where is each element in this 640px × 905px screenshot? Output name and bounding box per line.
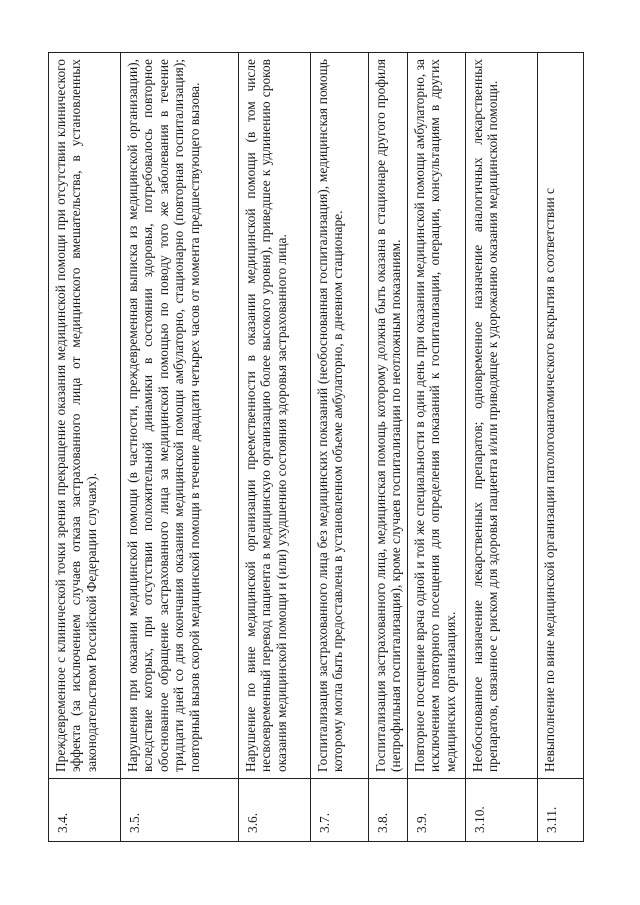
table-row <box>239 53 311 842</box>
violations-table <box>48 52 584 842</box>
table-row <box>465 53 537 842</box>
item-number: 3.6. <box>239 779 311 842</box>
table-row <box>369 53 408 842</box>
item-description: Повторное посещение врача одной и той же специальности в один день при оказании медицинской помощи амбулаторно, за исключением повторного посещения для определения показаний к госпитализации, операции, консультациям в других медицинских организациях. <box>407 53 465 779</box>
table-row <box>537 53 583 842</box>
item-number: 3.10. <box>465 779 537 842</box>
item-description: Невыполнение по вине медицинской организации патологоанатомического вскрытия в соответствии с <box>537 53 583 779</box>
item-number: 3.5. <box>121 779 239 842</box>
table-row <box>407 53 465 842</box>
item-description: Нарушение по вине медицинской организации преемственности в оказании медицинской помощи (в том числе несвоевременный перевод пациента в медицинскую организацию более высокого уровня), приведшее к удлинению сроков оказания медицинской помощи и (или) ухудшению состояния здоровья застрахованного лица. <box>239 53 311 779</box>
item-description: Нарушения при оказании медицинской помощи (в частности, преждевременная выписка из медицинской организации), вследствие которых, при отсутствии положительной динамики в состоянии здоровья, потребовалось повторное обоснованное обращение застрахованного лица за медицинской помощью по поводу того же заболевания в течение тридцати дней со дня окончания оказания медицинской помощи амбулаторно, стационарно (повторная госпитализация); повторный вызов скорой медицинской помощи в течение двадцати четырех часов от момента предшествующего вызова. <box>121 53 239 779</box>
item-description: Необоснованное назначение лекарственных препаратов; одновременное назначение аналогичных лекарственных препаратов, связанное с риском для здоровья пациента и/или приводящее к удорожанию оказания медицинской помощи. <box>465 53 537 779</box>
item-description: Госпитализация застрахованного лица, медицинская помощь которому должна быть оказана в стационаре другого профиля (непрофильная госпитализация), кроме случаев госпитализации по неотложным показаниям. <box>369 53 408 779</box>
item-number: 3.7. <box>311 779 369 842</box>
item-number: 3.8. <box>369 779 408 842</box>
item-description: Преждевременное с клинической точки зрения прекращение оказания медицинской помощи при отсутствии клинического эффекта (за исключением случаев отказа застрахованного лица от медицинского вмешательства, в установленных законодательством Российской Федерации случаях). <box>49 53 121 779</box>
table-row <box>121 53 239 842</box>
rotated-table-container <box>48 52 580 842</box>
item-description: Госпитализация застрахованного лица без медицинских показаний (необоснованная госпитализация), медицинская помощь которому могла быть предоставлена в установленном объеме амбулаторно, в дневном стационаре. <box>311 53 369 779</box>
item-number: 3.11. <box>537 779 583 842</box>
table-row <box>311 53 369 842</box>
table-row <box>49 53 121 842</box>
item-number: 3.9. <box>407 779 465 842</box>
item-number: 3.4. <box>49 779 121 842</box>
